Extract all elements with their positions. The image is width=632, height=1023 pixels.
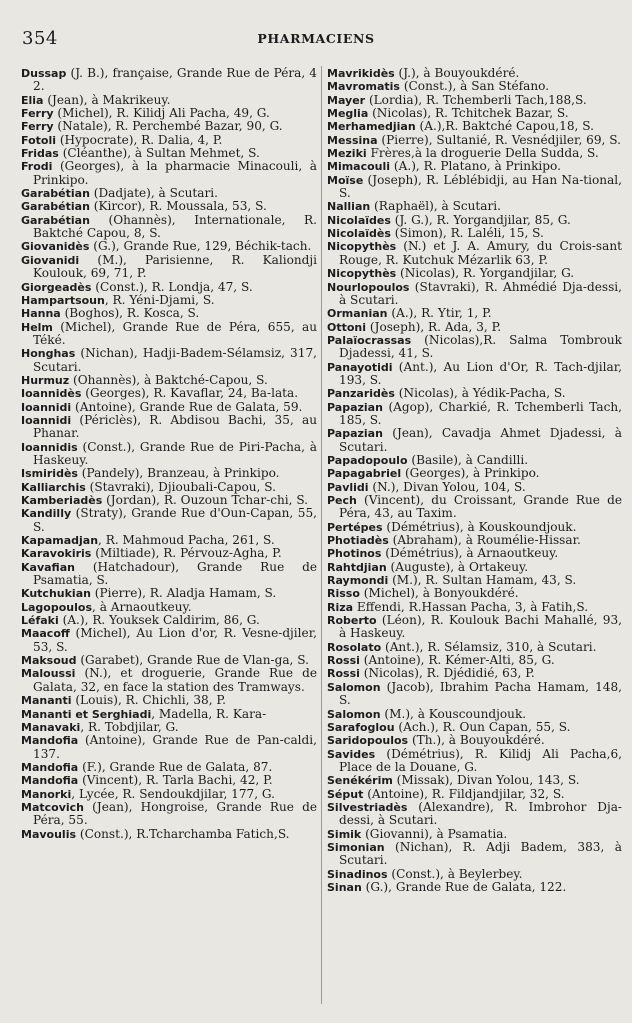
- entry-name: Kutchukian: [21, 587, 91, 601]
- entry-name: Ismiridès: [21, 467, 78, 481]
- entry-details: (Straty), Grande Rue d'Oun-Capan, 55, S.: [33, 506, 317, 534]
- entry-details: (J.), à Bouyoukdéré.: [394, 67, 520, 80]
- directory-entry: [327, 227, 622, 240]
- page-title: PHARMACIENS: [257, 31, 375, 46]
- entry-details: (Natale), R. Perchembé Bazar, 90, G.: [53, 119, 283, 134]
- directory-entry: [21, 441, 317, 468]
- entry-details: (Missak), Divan Yolou, 143, S.: [392, 773, 580, 788]
- directory-entry: [327, 134, 622, 147]
- entry-details: (A.), R. Platano, à Prinkipo.: [390, 159, 561, 174]
- directory-entry: [327, 801, 622, 828]
- entry-name: Silvestriadès: [327, 800, 408, 814]
- entry-name: Garabétian: [21, 213, 90, 227]
- entry-name: Papazian: [327, 427, 383, 441]
- directory-entry: [21, 801, 317, 828]
- entry-details: (Pierre), R. Aladja Hamam, S.: [90, 586, 277, 601]
- directory-entry: [327, 708, 622, 721]
- entry-name: Frodi: [21, 160, 53, 174]
- entry-details: (J. G.), R. Yorgandjilar, 85, G.: [390, 212, 571, 227]
- entry-name: Manavaki: [21, 720, 81, 734]
- entry-details: (Pierre), Sultanié, R. Vesnédjiler, 69, S.: [377, 132, 621, 147]
- entry-name: Mandofia: [21, 760, 79, 774]
- directory-entry: [21, 347, 317, 374]
- entry-details: (Hypocrate), R. Dalia, 4, P.: [55, 132, 223, 147]
- entry-details: (A.), R. Ytir, 1, P.: [387, 306, 492, 321]
- entry-name: Mavrikidès: [327, 67, 395, 80]
- directory-entry: [21, 414, 317, 441]
- entry-name: Mimacouli: [327, 160, 391, 174]
- directory-entry: [21, 160, 317, 187]
- directory-entry: [21, 147, 317, 160]
- entry-details: (Jean), Hongroise, Grande Rue de Péra, 55.: [33, 799, 317, 828]
- entry-details: (Jean), à Makrikeuy.: [43, 92, 171, 107]
- entry-name: Nicopythès: [327, 267, 397, 281]
- entry-name: Mavromatis: [327, 80, 400, 94]
- entry-name: Hampartsoun: [21, 293, 105, 307]
- directory-entry: [327, 427, 622, 454]
- directory-entry: [21, 654, 317, 667]
- directory-entry: [327, 534, 622, 547]
- entry-name: Papadopoulo: [327, 453, 408, 467]
- page-header: [0, 28, 632, 50]
- entry-details: (Ohannès), Internationale, R. Baktché Capou, 8, S.: [33, 212, 317, 241]
- entry-details: (Antoine), Grande Rue de Galata, 59.: [71, 399, 303, 414]
- directory-entry: [327, 841, 622, 868]
- entry-name: Ioannidi: [21, 400, 72, 414]
- directory-entry: [21, 134, 317, 147]
- entry-name: Hurmuz: [21, 373, 70, 387]
- entry-name: Mananti: [21, 694, 72, 708]
- entry-details: (Antoine), R. Kémer-Alti, 85, G.: [359, 653, 555, 668]
- entry-details: (Michel), R. Kilidj Ali Pacha, 49, G.: [53, 106, 270, 121]
- directory-entry: [21, 481, 317, 494]
- directory-entry: [21, 587, 317, 600]
- directory-entry: [327, 107, 622, 120]
- entry-name: Manorki: [21, 787, 72, 801]
- entry-details: (Abraham), à Roumélie-Hissar.: [388, 533, 581, 548]
- entry-details: Frères,à la droguerie Della Sudda, S.: [366, 146, 599, 161]
- directory-entry: [21, 387, 317, 400]
- entry-details: (Const.), R.Tcharchamba Fatich,S.: [76, 826, 290, 841]
- directory-entry: [327, 734, 622, 747]
- directory-entry: [327, 828, 622, 841]
- entry-details: (Vincent), du Croissant, Grande Rue de Péra, 43, au Taxim.: [339, 493, 622, 521]
- directory-entry: [21, 734, 317, 761]
- entry-details: , Madella, R. Kara-: [151, 706, 267, 721]
- directory-entry: [327, 401, 622, 428]
- entry-name: Ormanian: [327, 307, 388, 321]
- entry-name: Sinan: [327, 880, 362, 894]
- entry-details: (Nicolas), R. Tchitchek Bazar, S.: [368, 106, 569, 121]
- entry-name: Salomon: [327, 680, 381, 694]
- directory-entry: [327, 267, 622, 280]
- entry-name: Ferry: [21, 120, 54, 134]
- entry-name: Nicopythès: [327, 240, 397, 254]
- entry-details: (Antoine), Grande Rue de Pan-caldi, 137.: [33, 733, 317, 761]
- directory-entry: [327, 587, 622, 600]
- entry-name: Kandilly: [21, 507, 72, 521]
- entry-details: (J. B.), française, Grande Rue de Péra, 4 2.: [33, 67, 317, 94]
- entry-details: (Georges), R. Kavaflar, 24, Ba-lata.: [81, 386, 299, 401]
- entry-name: Ioannidi: [21, 413, 72, 427]
- directory-entry: [327, 120, 622, 133]
- entry-name: Giorgeadès: [21, 280, 92, 294]
- directory-entry: [21, 307, 317, 320]
- entry-name: Ottoni: [327, 320, 367, 334]
- directory-entry: [327, 281, 622, 308]
- entry-name: Hanna: [21, 307, 61, 321]
- entry-details: (Louis), R. Chichli, 38, P.: [71, 693, 226, 708]
- entry-name: Merhamedjian: [327, 120, 416, 134]
- entry-name: Fotoli: [21, 133, 56, 147]
- entry-name: Sarafoglou: [327, 720, 395, 734]
- directory-entry: [327, 868, 622, 881]
- entry-details: (Th.), à Bouyoukdéré.: [408, 733, 545, 748]
- entry-details: (Vincent), R. Tarla Bachi, 42, P.: [78, 773, 273, 788]
- directory-entry: [21, 761, 317, 774]
- entry-details: (Dadjate), à Scutari.: [89, 186, 218, 201]
- directory-entry: [327, 160, 622, 173]
- directory-entry: [21, 788, 317, 801]
- directory-entry: [327, 200, 622, 213]
- entry-details: (Const.), R. Londja, 47, S.: [91, 279, 253, 294]
- column-divider: [321, 66, 322, 1004]
- entry-name: Dussap: [21, 67, 67, 80]
- directory-entry: [327, 307, 622, 320]
- entry-details: (Georges), à la pharmacie Minacouli, à Prinkipo.: [33, 159, 317, 187]
- entry-name: Photiadès: [327, 534, 389, 548]
- entry-name: Palaïocrassas: [327, 333, 412, 347]
- directory-entry: [327, 614, 622, 641]
- entry-details: (Auguste), à Ortakeuy.: [386, 559, 529, 574]
- entry-name: Ioannidis: [21, 440, 78, 454]
- directory-entry: [21, 547, 317, 560]
- entry-details: , R. Yéni-Djami, S.: [104, 292, 215, 307]
- entry-details: (Joseph), R. Léblébidji, au Han Na-tional, S.: [339, 172, 622, 201]
- directory-entry: [327, 574, 622, 587]
- entry-name: Pavlidi: [327, 480, 369, 494]
- entry-name: Maloussi: [21, 667, 76, 681]
- directory-entry: [21, 214, 317, 241]
- entry-details: (Antoine), R. Fildjandjilar, 32, S.: [363, 786, 565, 801]
- entry-name: Maacoff: [21, 627, 70, 641]
- entry-details: (Agop), Charkié, R. Tchemberli Tach, 185, S.: [339, 399, 622, 427]
- directory-entry: [21, 708, 317, 721]
- entry-name: Nourlopoulos: [327, 280, 410, 294]
- entry-name: Papagabriel: [327, 467, 402, 481]
- entry-name: Kalliarchis: [21, 480, 86, 494]
- entry-details: (Boghos), R. Kosca, S.: [60, 306, 200, 321]
- entry-details: (Georges), à Prinkipo.: [401, 466, 540, 481]
- entry-details: (G.), Grande Rue, 129, Béchik-tach.: [89, 239, 312, 254]
- entry-details: (Alexandre), R. Imbrohor Dja-dessi, à Scutari.: [339, 799, 622, 828]
- directory-entry: [21, 67, 317, 94]
- entry-name: Nallian: [327, 200, 371, 214]
- entry-details: (Jacob), Ibrahim Pacha Hamam, 148, S.: [339, 679, 622, 708]
- directory-entry: [21, 667, 317, 694]
- entry-name: Saridopoulos: [327, 734, 409, 748]
- directory-entry: [327, 387, 622, 400]
- directory-entry: [327, 681, 622, 708]
- entry-details: (Basile), à Candilli.: [407, 452, 529, 467]
- directory-entry: [327, 240, 622, 267]
- directory-entry: [21, 374, 317, 387]
- entry-details: (Pandely), Branzeau, à Prinkipo.: [77, 466, 280, 481]
- directory-entry: [21, 240, 317, 253]
- directory-entry: [21, 401, 317, 414]
- entry-details: (Hatchadour), Grande Rue de Psamatia, S.: [33, 559, 317, 588]
- directory-entry: [21, 187, 317, 200]
- entry-name: Messina: [327, 133, 378, 147]
- entry-name: Rossi: [327, 654, 360, 668]
- entry-name: Salomon: [327, 707, 381, 721]
- entry-name: Kavafian: [21, 560, 75, 574]
- entry-details: (Stavraki), Djioubali-Capou, S.: [85, 479, 276, 494]
- entry-name: Matcovich: [21, 800, 84, 814]
- directory-entry: [21, 507, 317, 534]
- entry-details: (F.), Grande Rue de Galata, 87.: [78, 759, 273, 774]
- entry-name: Mavoulis: [21, 827, 77, 841]
- directory-entry: [327, 494, 622, 521]
- entry-name: Sinadinos: [327, 867, 388, 881]
- directory-entry: [327, 654, 622, 667]
- entry-details: (Nichan), Hadji-Badem-Sélamsiz, 317, Scutari.: [33, 346, 317, 374]
- entry-name: Kamberiadès: [21, 494, 103, 507]
- entry-name: Pertépes: [327, 520, 383, 534]
- directory-entry: [21, 774, 317, 787]
- directory-entry: [327, 67, 622, 80]
- entry-name: Papazian: [327, 400, 383, 414]
- directory-entry: [327, 774, 622, 787]
- entry-name: Karavokiris: [21, 547, 92, 561]
- entry-details: (Nichan), R. Adji Badem, 383, à Scutari.: [339, 839, 622, 868]
- directory-entry: [327, 561, 622, 574]
- entry-details: (Léon), R. Koulouk Bachi Mahallé, 93, à Haskeuy.: [339, 613, 622, 641]
- entry-name: Simonian: [327, 840, 385, 854]
- directory-entry: [327, 334, 622, 361]
- entry-details: (Michel), à Bonyoukdéré.: [359, 586, 519, 601]
- entry-name: Helm: [21, 320, 53, 334]
- page-number: 354: [22, 28, 58, 49]
- entry-name: Nicolaïdès: [327, 227, 391, 241]
- directory-entry: [327, 641, 622, 654]
- right-column: [327, 67, 622, 1007]
- entry-name: Pech: [327, 494, 357, 507]
- directory-entry: [21, 494, 317, 507]
- entry-details: (Michel), Au Lion d'or, R. Vesne-djiler, 53, S.: [33, 626, 317, 654]
- entry-name: Raymondi: [327, 574, 389, 588]
- entry-details: (Démétrius), à Kouskoundjouk.: [382, 519, 577, 534]
- entry-details: (Lordia), R. Tchemberli Tach,188,S.: [365, 92, 587, 107]
- entry-details: (Ach.), R. Oun Capan, 55, S.: [394, 719, 571, 734]
- entry-name: Risso: [327, 587, 360, 601]
- entry-name: Maksoud: [21, 654, 77, 668]
- entry-name: Elia: [21, 93, 44, 107]
- entry-details: (Périclès), R. Abdisou Bachi, 35, au Phanar.: [33, 412, 317, 441]
- directory-entry: [327, 601, 622, 614]
- entry-name: Roberto: [327, 614, 377, 628]
- directory-entry: [327, 547, 622, 560]
- directory-entry: [21, 601, 317, 614]
- directory-entry: [327, 748, 622, 775]
- entry-details: (Démétrius), à Arnaoutkeuy.: [381, 546, 559, 561]
- directory-entry: [327, 361, 622, 388]
- entry-name: Rosolato: [327, 640, 382, 654]
- directory-entry: [21, 107, 317, 120]
- entry-name: Giovanidi: [21, 253, 80, 267]
- entry-name: Giovanidès: [21, 240, 90, 254]
- directory-entry: [327, 881, 622, 894]
- directory-entry: [327, 147, 622, 160]
- directory-entry: [327, 467, 622, 480]
- entry-name: Mandofia: [21, 774, 79, 788]
- entry-name: Rahtdjian: [327, 560, 387, 574]
- entry-name: Meglia: [327, 107, 369, 121]
- directory-entry: [21, 614, 317, 627]
- directory-entry: [21, 534, 317, 547]
- directory-entry: [21, 294, 317, 307]
- directory-entry: [21, 254, 317, 281]
- directory-entry: [327, 321, 622, 334]
- entry-name: Léfaki: [21, 614, 59, 628]
- directory-entry: [21, 694, 317, 707]
- directory-entry: [21, 561, 317, 588]
- entry-details: (Jordan), R. Ouzoun Tchar-chi, S.: [102, 493, 309, 507]
- entry-details: (Ant.), R. Sélamsiz, 310, à Scutari.: [381, 639, 597, 654]
- entry-details: (Giovanni), à Psamatia.: [361, 826, 508, 841]
- directory-entry: [21, 94, 317, 107]
- entry-name: Rossi: [327, 667, 360, 681]
- entry-details: , à Arnaoutkeuy.: [92, 599, 192, 614]
- directory-entry: [327, 174, 622, 201]
- entry-name: Savides: [327, 747, 376, 761]
- entry-name: Simik: [327, 827, 362, 841]
- entry-name: Meziki: [327, 147, 367, 161]
- entry-details: (Démétrius), R. Kilidj Ali Pacha,6, Place de la Douane, G.: [339, 746, 622, 774]
- left-column: [21, 67, 317, 1007]
- entry-details: (Joseph), R. Ada, 3, P.: [366, 319, 502, 334]
- entry-details: (Garabet), Grande Rue de Vlan-ga, S.: [76, 653, 309, 668]
- entry-details: (G.), Grande Rue de Galata, 122.: [361, 879, 567, 894]
- entry-details: (M.), R. Sultan Hamam, 43, S.: [388, 573, 577, 588]
- directory-entry: [327, 94, 622, 107]
- entry-details: (A.),R. Baktché Capou,18, S.: [415, 119, 594, 134]
- entry-details: (Michel), Grande Rue de Péra, 655, au Téké.: [33, 319, 317, 347]
- directory-entry: [327, 521, 622, 534]
- entry-name: Kapamadjan: [21, 534, 99, 548]
- directory-entry: [327, 80, 622, 93]
- directory-entry: [327, 481, 622, 494]
- directory-entry: [21, 627, 317, 654]
- entry-name: Lagopoulos: [21, 600, 93, 614]
- entry-name: Senékérim: [327, 774, 393, 788]
- directory-entry: [327, 667, 622, 680]
- entry-details: , R. Tobdjilar, G.: [80, 719, 179, 734]
- entry-details: Effendi, R.Hassan Pacha, 3, à Fatih,S.: [353, 599, 589, 614]
- entry-name: Mananti et Serghiadi: [21, 707, 152, 721]
- entry-name: Honghas: [21, 347, 76, 361]
- entry-details: (N.), et droguerie, Grande Rue de Galata, 32, en face la station des Tramways.: [33, 666, 317, 694]
- directory-entry: [21, 321, 317, 348]
- directory-entry: [327, 788, 622, 801]
- entry-details: (Nicolas), R. Yorgandjilar, G.: [396, 266, 575, 281]
- entry-details: (Const.), Grande Rue de Piri-Pacha, à Haskeuy.: [33, 439, 317, 467]
- entry-details: (Cléanthe), à Sultan Mehmet, S.: [58, 146, 260, 161]
- entry-name: Panayotidi: [327, 360, 393, 374]
- entry-name: Panzaridès: [327, 387, 395, 401]
- directory-entry: [21, 281, 317, 294]
- directory-entry: [327, 214, 622, 227]
- entry-name: Séput: [327, 787, 364, 801]
- entry-details: (Miltiade), R. Pérvouz-Agha, P.: [91, 546, 282, 561]
- directory-entry: [21, 120, 317, 133]
- entry-details: (Ohannès), à Baktché-Capou, S.: [69, 372, 268, 387]
- directory-entry: [21, 721, 317, 734]
- entry-details: (Raphaël), à Scutari.: [370, 199, 501, 214]
- entry-name: Riza: [327, 600, 354, 614]
- entry-name: Garabétian: [21, 187, 90, 201]
- entry-details: (Kircor), R. Moussala, 53, S.: [89, 199, 267, 214]
- entry-name: Moïse: [327, 173, 364, 187]
- entry-details: (N.) et J. A. Amury, du Crois-sant Rouge, R. Kutchuk Mézarlik 63, P.: [339, 239, 622, 267]
- entry-details: (Const.), à San Stéfano.: [399, 79, 550, 94]
- entry-name: Photinos: [327, 547, 382, 561]
- directory-entry: [327, 721, 622, 734]
- directory-entry: [21, 467, 317, 480]
- entry-details: (M.), à Kouscoundjouk.: [380, 706, 527, 721]
- entry-details: (A.), R. Youksek Caldirim, 86, G.: [58, 613, 260, 628]
- entry-details: (Simon), R. Laléli, 15, S.: [390, 226, 544, 241]
- entry-details: (Nicolas), à Yédik-Pacha, S.: [394, 386, 566, 401]
- entry-details: (Jean), Cavadja Ahmet Djadessi, à Scutari.: [339, 426, 622, 454]
- entry-name: Ioannidès: [21, 387, 82, 401]
- entry-details: (M.), Parisienne, R. Kaliondji Koulouk, 69, 71, P.: [33, 252, 317, 281]
- entry-name: Ferry: [21, 107, 54, 121]
- entry-name: Mayer: [327, 93, 366, 107]
- entry-details: (N.), Divan Yolou, 104, S.: [368, 479, 526, 494]
- entry-details: (Stavraki), R. Ahmédié Dja-dessi, à Scutari.: [339, 279, 622, 307]
- entry-details: (Ant.), Au Lion d'Or, R. Tach-djilar, 193, S.: [339, 359, 622, 387]
- entry-details: , Lycée, R. Sendoukdjilar, 177, G.: [71, 786, 275, 801]
- directory-entry: [21, 828, 317, 841]
- entry-details: (Nicolas), R. Djédidié, 63, P.: [359, 666, 535, 681]
- directory-entry: [21, 200, 317, 213]
- directory-entry: [327, 454, 622, 467]
- entry-details: (Nicolas),R. Salma Tombrouk Djadessi, 41, S.: [339, 332, 622, 361]
- entry-details: (Const.), à Beylerbey.: [387, 866, 523, 881]
- entry-details: , R. Mahmoud Pacha, 261, S.: [98, 533, 275, 548]
- entry-name: Nicolaïdes: [327, 213, 391, 227]
- entry-name: Fridas: [21, 147, 59, 161]
- entry-name: Mandofia: [21, 734, 79, 748]
- entry-name: Garabétian: [21, 200, 90, 214]
